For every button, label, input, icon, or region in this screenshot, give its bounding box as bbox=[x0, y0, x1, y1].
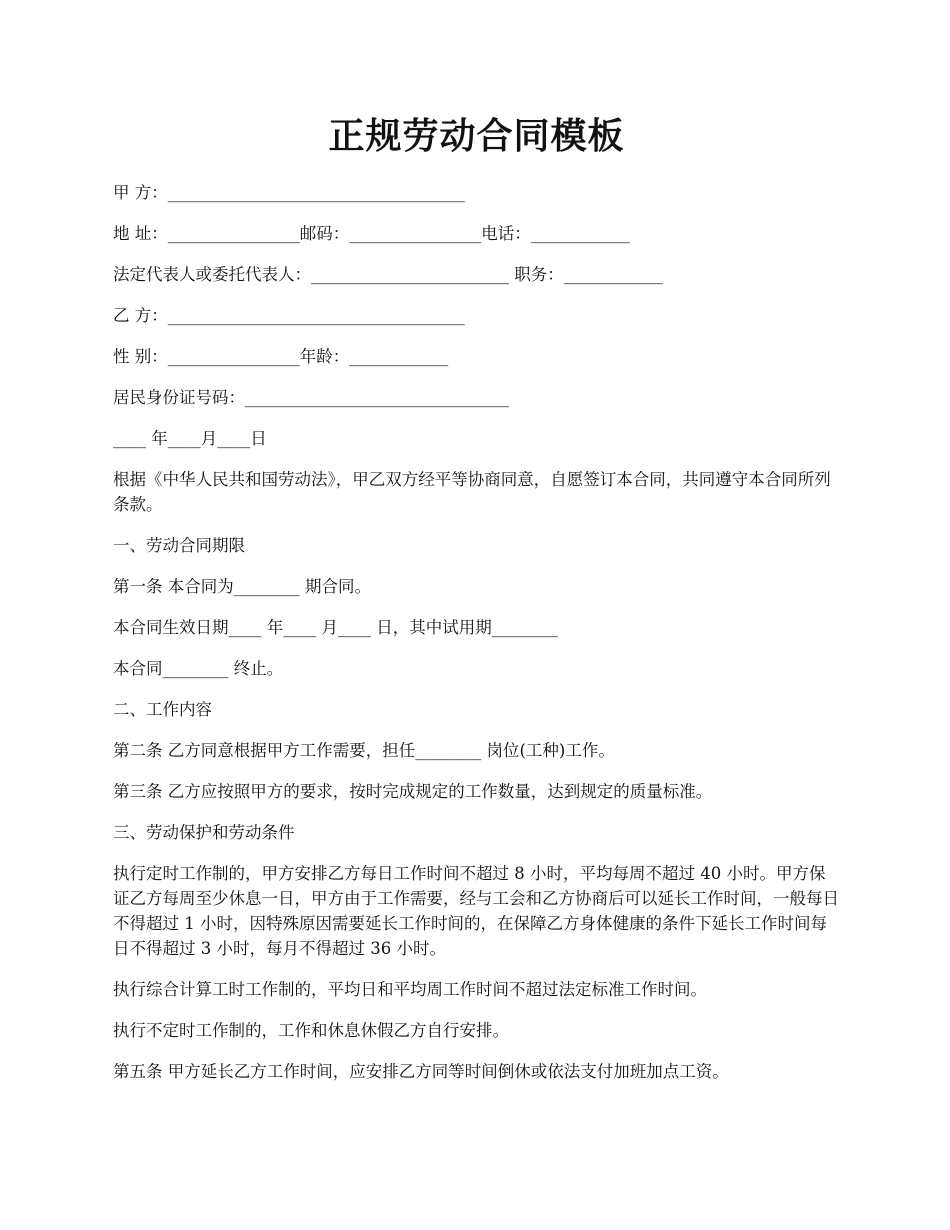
document-title: 正规劳动合同模板 bbox=[328, 115, 625, 157]
article-5: 第五条 甲方延长乙方工作时间，应安排乙方同等时间倒休或依法支付加班加点工资。 bbox=[113, 1062, 729, 1081]
termination-line: 本合同________ 终止。 bbox=[113, 659, 284, 678]
address-line: 地 址：________________邮码：________________电话：____________ bbox=[113, 224, 630, 243]
effective-date-line: 本合同生效日期____ 年____ 月____ 日，其中试用期________ bbox=[113, 618, 558, 637]
section-heading-term: 一、劳动合同期限 bbox=[113, 536, 245, 555]
article-3: 第三条 乙方应按照甲方的要求，按时完成规定的工作数量，达到规定的质量标准。 bbox=[113, 782, 713, 801]
article-2: 第二条 乙方同意根据甲方工作需要，担任________ 岗位(工种)工作。 bbox=[113, 741, 615, 760]
article-1: 第一条 本合同为________ 期合同。 bbox=[113, 577, 371, 596]
fixed-hours-paragraph: 执行定时工作制的，甲方安排乙方每日工作时间不超过 8 小时，平均每周不超过 40 小时。甲方保证乙方每周至少休息一日，甲方由于工作需要，经与工会和乙方协商后可以延长工作时间，一般每日不得超过 1 小时，因特殊原因需要延长工作时间的，在保障乙方身体健康的条件下延长工作时间每日不得超过 3 小时，每月不得超过 36 小时。 bbox=[113, 864, 839, 958]
section-heading-protection: 三、劳动保护和劳动条件 bbox=[113, 823, 295, 842]
preamble-paragraph: 根据《中华人民共和国劳动法》，甲乙双方经平等协商同意，自愿签订本合同，共同遵守本合同所列条款。 bbox=[113, 470, 831, 514]
id-number-line: 居民身份证号码：________________________________ bbox=[113, 388, 509, 407]
section-heading-work: 二、工作内容 bbox=[113, 700, 212, 719]
date-line: ____ 年____月____日 bbox=[113, 429, 267, 448]
party-b-line: 乙 方：____________________________________ bbox=[113, 306, 465, 325]
party-a-line: 甲 方：____________________________________ bbox=[113, 183, 465, 202]
gender-age-line: 性 别：________________年龄：____________ bbox=[113, 347, 449, 366]
flexible-hours-paragraph: 执行不定时工作制的，工作和休息休假乙方自行安排。 bbox=[113, 1021, 509, 1040]
representative-line: 法定代表人或委托代表人：________________________ 职务：____________ bbox=[113, 265, 663, 284]
comprehensive-hours-paragraph: 执行综合计算工时工作制的，平均日和平均周工作时间不超过法定标准工作时间。 bbox=[113, 980, 707, 999]
